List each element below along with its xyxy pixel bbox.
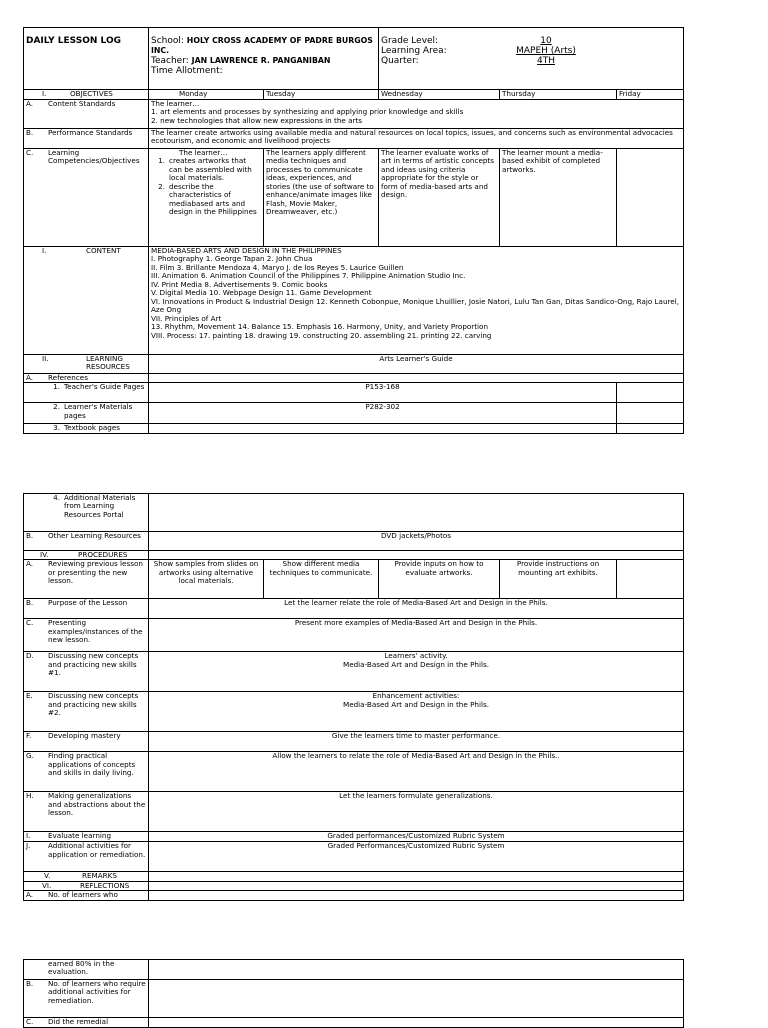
- other-resources-text: DVD jackets/Photos: [149, 532, 684, 551]
- school-cell: School: HOLY CROSS ACADEMY OF PADRE BURGOS INC. Teacher: JAN LAWRENCE R. PANGANIBAN Time Allotment:: [149, 28, 379, 90]
- lesson-log-page-1: [23, 27, 683, 434]
- competencies-label: Learning Competencies/Objectives: [48, 148, 140, 166]
- day-thursday: Thursday: [500, 90, 617, 100]
- procedures-row: IV. PROCEDURES: [24, 551, 684, 560]
- learners-materials-row: 2. Learner's Materials pages P282-302: [24, 403, 684, 424]
- content-standards-text: The learner… 1. art elements and processes by synthesizing and applying prior knowledge and skills 2. new technologies that allow new expressions in the arts: [149, 100, 684, 129]
- references-label: References: [48, 373, 88, 382]
- content-standards-label: Content Standards: [48, 99, 116, 108]
- reviewing-wednesday: Provide inputs on how to evaluate artworks.: [379, 560, 500, 599]
- remarks-label: REMARKS: [82, 871, 117, 881]
- lesson-log-page-3: [23, 959, 683, 1028]
- purpose-label: Purpose of the Lesson: [48, 598, 128, 608]
- other-resources-label: Other Learning Resources: [48, 531, 141, 540]
- purpose-text: Let the learner relate the role of Media-Based Art and Design in the Phils.: [149, 599, 684, 619]
- evaluate-label: Evaluate learning: [48, 831, 112, 841]
- practical-text: Allow the learners to relate the role of Media-Based Art and Design in the Phils..: [149, 752, 684, 792]
- day-tuesday: Tuesday: [264, 90, 379, 100]
- lesson-log-table-3: [23, 959, 684, 1028]
- mastery-label: Developing mastery: [48, 731, 121, 741]
- performance-standards-label: Performance Standards: [48, 128, 133, 137]
- discussing2-text: Enhancement activities: Media-Based Art and Design in the Phils.: [149, 692, 684, 732]
- teachers-guide-row: 1. Teacher's Guide Pages P153-168: [24, 383, 684, 403]
- competencies-row: C. Learning Competencies/Objectives The learner… 1. creates artworks that can be assembled with local materials. 2. describe the characteristics of mediabased arts and design in the Philippines The learners apply different media techniques and processes to communicate ideas, experiences, and stories (the use of software to enhance/animate images like Flash, Movie Maker, Dreamweaver, etc.) The learner evaluate works of art in terms of artistic concepts and ideas using criteria appropriate for the style or form of media-based arts and design. The learner mount a media-based exhibit of completed artworks.: [24, 149, 684, 247]
- lesson-log-page-2: [23, 493, 683, 901]
- reviewing-monday: Show samples from slides on artworks using alternative local materials.: [149, 560, 264, 599]
- learners-additional-row: B. No. of learners who require additional activities for remediation.: [24, 980, 684, 1018]
- discussing1-row: D. Discussing new concepts and practicing new skills #1. Learners' activity. Media-Based Art and Design in the Phils.: [24, 652, 684, 692]
- content-label: CONTENT: [86, 246, 121, 255]
- presenting-row: C. Presenting examples/instances of the new lesson. Present more examples of Media-Based Art and Design in the Phils.: [24, 619, 684, 652]
- competencies-monday: The learner… 1. creates artworks that can be assembled with local materials. 2. describe the characteristics of mediabased arts and design in the Philippines: [149, 149, 264, 247]
- lesson-log-table-2: [23, 493, 684, 901]
- page-title: DAILY LESSON LOG: [24, 28, 149, 90]
- remedial-label: Did the remedial: [48, 1017, 109, 1026]
- mastery-text: Give the learners time to master performance.: [149, 732, 684, 752]
- day-friday: Friday: [617, 90, 684, 100]
- evaluate-text: Graded performances/Customized Rubric System: [149, 832, 684, 842]
- practical-row: G. Finding practical applications of concepts and skills in daily living. Allow the learners to relate the role of Media-Based Art and Design in the Phils..: [24, 752, 684, 792]
- additional-materials-label: Additional Materials from Learning Resources Portal: [64, 493, 136, 519]
- additional-activities-text: Graded Performances/Customized Rubric System: [149, 842, 684, 872]
- presenting-label: Presenting examples/instances of the new lesson.: [48, 618, 143, 645]
- performance-standards-row: B. Performance Standards The learner create artworks using available media and natural resources on local topics, issues, and concerns such as environmental advocacies ecotourism, and economic and livelihood projects: [24, 129, 684, 149]
- competencies-tuesday: The learners apply different media techniques and processes to communicate ideas, experiences, and stories (the use of software to enhance/animate images like Flash, Movie Maker, Dreamweaver, etc.): [264, 149, 379, 247]
- mastery-row: F. Developing mastery Give the learners time to master performance.: [24, 732, 684, 752]
- additional-activities-row: J. Additional activities for application or remediation. Graded Performances/Customized Rubric System: [24, 842, 684, 872]
- reflections-label: REFLECTIONS: [80, 881, 130, 890]
- day-monday: Monday: [149, 90, 264, 100]
- school-name: HOLY CROSS ACADEMY OF PADRE BURGOS INC.: [151, 36, 373, 55]
- discussing2-row: E. Discussing new concepts and practicing new skills #2. Enhancement activities: Media-Based Art and Design in the Phils.: [24, 692, 684, 732]
- competencies-wednesday: The learner evaluate works of art in terms of artistic concepts and ideas using criteria appropriate for the style or form of media-based arts and design.: [379, 149, 500, 247]
- teachers-guide-pages: P153-168: [149, 383, 617, 403]
- objectives-heading: I. OBJECTIVES: [24, 90, 149, 100]
- remedial-row: C. Did the remedial: [24, 1018, 684, 1028]
- learners-80-label-cont: earned 80% in the evaluation.: [48, 959, 115, 977]
- generalizations-label: Making generalizations and abstractions about the lesson.: [48, 791, 146, 818]
- grade-level: 10: [540, 36, 552, 46]
- discussing1-text: Learners' activity. Media-Based Art and Design in the Phils.: [149, 652, 684, 692]
- practical-label: Finding practical applications of concepts and skills in daily living.: [48, 751, 136, 778]
- time-allotment-label: Time Allotment:: [151, 65, 223, 76]
- presenting-text: Present more examples of Media-Based Art and Design in the Phils.: [149, 619, 684, 652]
- other-resources-row: B. Other Learning Resources DVD jackets/Photos: [24, 532, 684, 551]
- learners-80-label: No. of learners who: [48, 890, 118, 900]
- learning-area: MAPEH (Arts): [516, 45, 576, 56]
- procedures-label: PROCEDURES: [78, 550, 128, 559]
- textbook-label: Textbook pages: [64, 423, 121, 433]
- header-row: [24, 28, 684, 90]
- reflections-row: VI. REFLECTIONS: [24, 881, 684, 890]
- content-text: MEDIA-BASED ARTS AND DESIGN IN THE PHILIPPINES I. Photography 1. George Tapan 2. John Chua II. Film 3. Brillante Mendoza 4. Maryo J. de los Reyes 5. Laurice Guillen III. Animation 6. Animation Council of the Philippines 7. Philippine Animation Studio Inc. IV. Print Media 8. Advertisements 9. Comic books V. Digital Media 10. Webpage Design 11. Game Development VI. Innovations in Product & Industrial Design 12. Kenneth Cobonpue, Monique Lhuillier, Josie Natori, Lulu Tan Gan, Ditas Sandico-Ong, Rajo Laurel, Aze Ong VII. Principles of Art 13. Rhythm, Movement 14. Balance 15. Emphasis 16. Harmony, Unity, and Variety Proportion VIII. Process: 17. painting 18. drawing 19. constructing 20. assembling 21. printing 22. carving: [149, 247, 684, 355]
- performance-standards-text: The learner create artworks using available media and natural resources on local topics, issues, and concerns such as environmental advocacies ecotourism, and economic and livelihood projects: [149, 129, 684, 149]
- learning-resources-text: Arts Learner's Guide: [149, 355, 684, 374]
- learning-resources-row: II. LEARNING RESOURCES Arts Learner's Guide: [24, 355, 684, 374]
- purpose-row: B. Purpose of the Lesson Let the learner relate the role of Media-Based Art and Design in the Phils.: [24, 599, 684, 619]
- discussing1-label: Discussing new concepts and practicing new skills #1.: [48, 651, 139, 678]
- content-standards-row: A. Content Standards The learner… 1. art elements and processes by synthesizing and applying prior knowledge and skills 2. new technologies that allow new expressions in the arts: [24, 100, 684, 129]
- learners-80-row: A. No. of learners who: [24, 891, 684, 901]
- generalizations-row: H. Making generalizations and abstractions about the lesson. Let the learners formulate generalizations.: [24, 792, 684, 832]
- teacher-name: JAN LAWRENCE R. PANGANIBAN: [191, 55, 331, 65]
- content-row: I. CONTENT MEDIA-BASED ARTS AND DESIGN IN THE PHILIPPINES I. Photography 1. George Tapan 2. John Chua II. Film 3. Brillante Mendoza 4. Maryo J. de los Reyes 5. Laurice Guillen III. Animation 6. Animation Council of the Philippines 7. Philippine Animation Studio Inc. IV. Print Media 8. Advertisements 9. Comic books V. Digital Media 10. Webpage Design 11. Game Development VI. Innovations in Product & Industrial Design 12. Kenneth Cobonpue, Monique Lhuillier, Josie Natori, Lulu Tan Gan, Ditas Sandico-Ong, Rajo Laurel, Aze Ong VII. Principles of Art 13. Rhythm, Movement 14. Balance 15. Emphasis 16. Harmony, Unity, and Variety Proportion VIII. Process: 17. painting 18. drawing 19. constructing 20. assembling 21. printing 22. carving: [24, 247, 684, 355]
- competencies-thursday: The learner mount a media-based exhibit of completed artworks.: [500, 149, 617, 247]
- additional-activities-label: Additional activities for application or remediation.: [48, 841, 146, 859]
- additional-materials-row: 4. Additional Materials from Learning Resources Portal: [24, 494, 684, 532]
- remarks-row: V. REMARKS: [24, 872, 684, 881]
- reviewing-label: Reviewing previous lesson or presenting the new lesson.: [48, 559, 143, 586]
- day-wednesday: Wednesday: [379, 90, 500, 100]
- days-row: [24, 90, 684, 100]
- learners-materials-label: Learner's Materials pages: [64, 402, 133, 420]
- references-row: A. References: [24, 374, 684, 383]
- learning-resources-label: LEARNING RESOURCES: [86, 354, 130, 372]
- generalizations-text: Let the learners formulate generalizations.: [149, 792, 684, 832]
- learners-80-cont-row: [24, 960, 684, 980]
- reviewing-tuesday: Show different media techniques to communicate.: [264, 560, 379, 599]
- textbook-row: 3. Textbook pages: [24, 424, 684, 434]
- learners-materials-pages: P282-302: [149, 403, 617, 424]
- discussing2-label: Discussing new concepts and practicing new skills #2.: [48, 691, 139, 718]
- reviewing-row: A. Reviewing previous lesson or presenting the new lesson. Show samples from slides on artworks using alternative local materials. Show different media techniques to communicate. Provide inputs on how to evaluate artworks. Provide instructions on mounting art exhibits.: [24, 560, 684, 599]
- grade-cell: Grade Level: 10 Learning Area: MAPEH (Arts) Quarter: 4TH: [379, 28, 684, 90]
- quarter: 4TH: [537, 55, 555, 66]
- lesson-log-table-1: [23, 27, 684, 434]
- teachers-guide-label: Teacher's Guide Pages: [64, 382, 145, 392]
- learners-additional-label: No. of learners who require additional activities for remediation.: [48, 979, 146, 1005]
- reviewing-thursday: Provide instructions on mounting art exhibits.: [500, 560, 617, 599]
- evaluate-row: I. Evaluate learning Graded performances/Customized Rubric System: [24, 832, 684, 842]
